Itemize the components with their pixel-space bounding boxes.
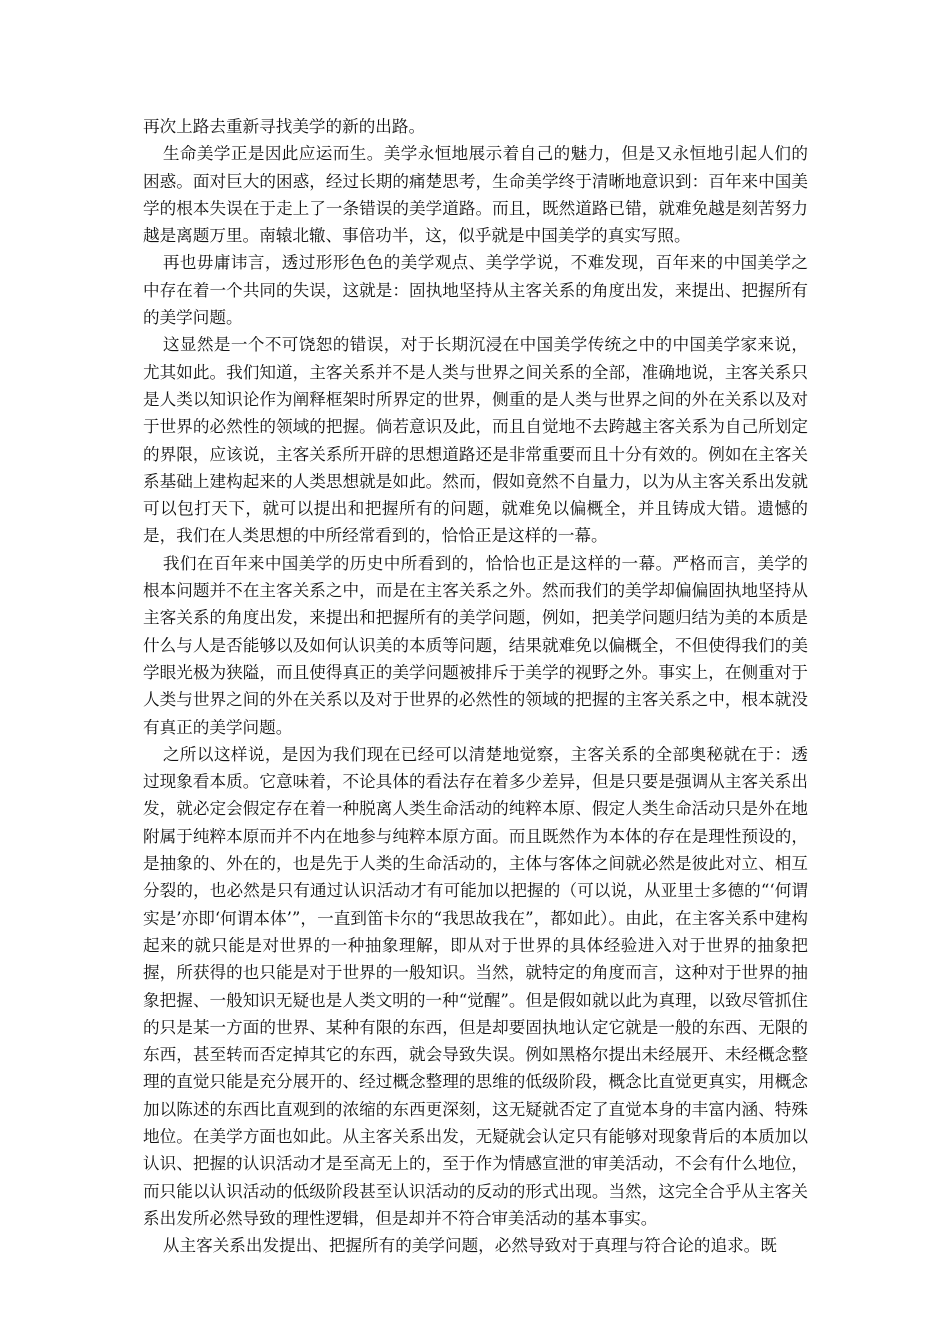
paragraph-continued: 再次上路去重新寻找美学的新的出路。 xyxy=(143,117,426,136)
paragraph: 再也毋庸讳言，透过形形色色的美学观点、美学学说，不难发现，百年来的中国美学之中存在着一个共同的失误，这就是：固执地坚持从主客关系的角度出发，来提出、把握所有的美学问题。 xyxy=(143,253,808,328)
paragraph: 从主客关系出发提出、把握所有的美学问题，必然导致对于真理与符合论的追求。既 xyxy=(162,1236,777,1256)
document-body xyxy=(143,113,808,1259)
paragraph: 生命美学正是因此应运而生。美学永恒地展示着自己的魅力，但是又永恒地引起人们的困惑。面对巨大的困惑，经过长期的痛楚思考，生命美学终于清晰地意识到：百年来中国美学的根本失误在于走上了一条错误的美学道路。而且，既然道路已错，就难免越是刻苦努力越是离题万里。南辕北辙、事倍功半，这，似乎就是中国美学的真实写照。 xyxy=(143,144,808,246)
paragraph: 我们在百年来中国美学的历史中所看到的，恰恰也正是这样的一幕。严格而言，美学的根本问题并不在主客关系之中，而是在主客关系之外。然而我们的美学却偏偏固执地坚持从主客关系的角度出发，来提出和把握所有的美学问题，例如，把美学问题归结为美的本质是什么与人是否能够以及如何认识美的本质等问题，结果就难免以偏概全，不但使得我们的美学眼光极为狭隘，而且使得真正的美学问题被排斥于美学的视野之外。事实上，在侧重对于人类与世界之间的外在关系以及对于世界的必然性的领域的把握的主客关系之中，根本就没有真正的美学问题。 xyxy=(143,553,808,737)
paragraph: 之所以这样说，是因为我们现在已经可以清楚地觉察，主客关系的全部奥秘就在于：透过现象看本质。它意味着，不论具体的看法存在着多少差异，但是只要是强调从主客关系出发，就必定会假定存在着一种脱离人类生命活动的纯粹本原、假定人类生命活动只是外在地附属于纯粹本原而并不内在地参与纯粹本原方面。而且既然作为本体的存在是理性预设的，是抽象的、外在的，也是先于人类的生命活动的，主体与客体之间就必然是彼此对立、相互分裂的，也必然是只有通过认识活动才有可能加以把握的（可以说，从亚里士多德的“‘何谓实是’亦即‘何谓本体’”，一直到笛卡尔的“我思故我在”，都如此）。由此，在主客关系中建构起来的就只能是对世界的一种抽象理解，即从对于世界的具体经验进入对于世界的抽象把握，所获得的也只能是对于世界的一般知识。当然，就特定的角度而言，这种对于世界的抽象把握、一般知识无疑也是人类文明的一种“觉醒”。但是假如就以此为真理，以致尽管抓住的只是某一方面的世界、某种有限的东西，但是却要固执地认定它就是一般的东西、无限的东西，甚至转而否定掉其它的东西，就会导致失误。例如黑格尔提出未经展开、未经概念整理的直觉只能是充分展开的、经过概念整理的思维的低级阶段，概念比直觉更真实，用概念加以陈述的东西比直观到的浓缩的东西更深刻，这无疑就否定了直觉本身的丰富内涵、特殊地位。在美学方面也如此。从主客关系出发，无疑就会认定只有能够对现象背后的本质加以认识、把握的认识活动才是至高无上的，至于作为情感宣泄的审美活动，不会有什么地位，而只能以认识活动的低级阶段甚至认识活动的反动的形式出现。当然，这完全合乎从主客关系出发所必然导致的理性逻辑，但是却并不符合审美活动的基本事实。 xyxy=(143,744,808,1228)
paragraph: 这显然是一个不可饶恕的错误，对于长期沉浸在中国美学传统之中的中国美学家来说，尤其如此。我们知道，主客关系并不是人类与世界之间关系的全部，准确地说，主客关系只是人类以知识论作为阐释框架时所界定的世界，侧重的是人类与世界之间的外在关系以及对于世界的必然性的领域的把握。倘若意识及此，而且自觉地不去跨越主客关系为自己所划定的界限，应该说，主客关系所开辟的思想道路还是非常重要而且十分有效的。例如在主客关系基础上建构起来的人类思想就是如此。然而，假如竟然不自量力，以为从主客关系出发就可以包打天下，就可以提出和把握所有的问题，就难免以偏概全，并且铸成大错。遗憾的是，我们在人类思想的中所经常看到的，恰恰正是这样的一幕。 xyxy=(143,335,808,546)
